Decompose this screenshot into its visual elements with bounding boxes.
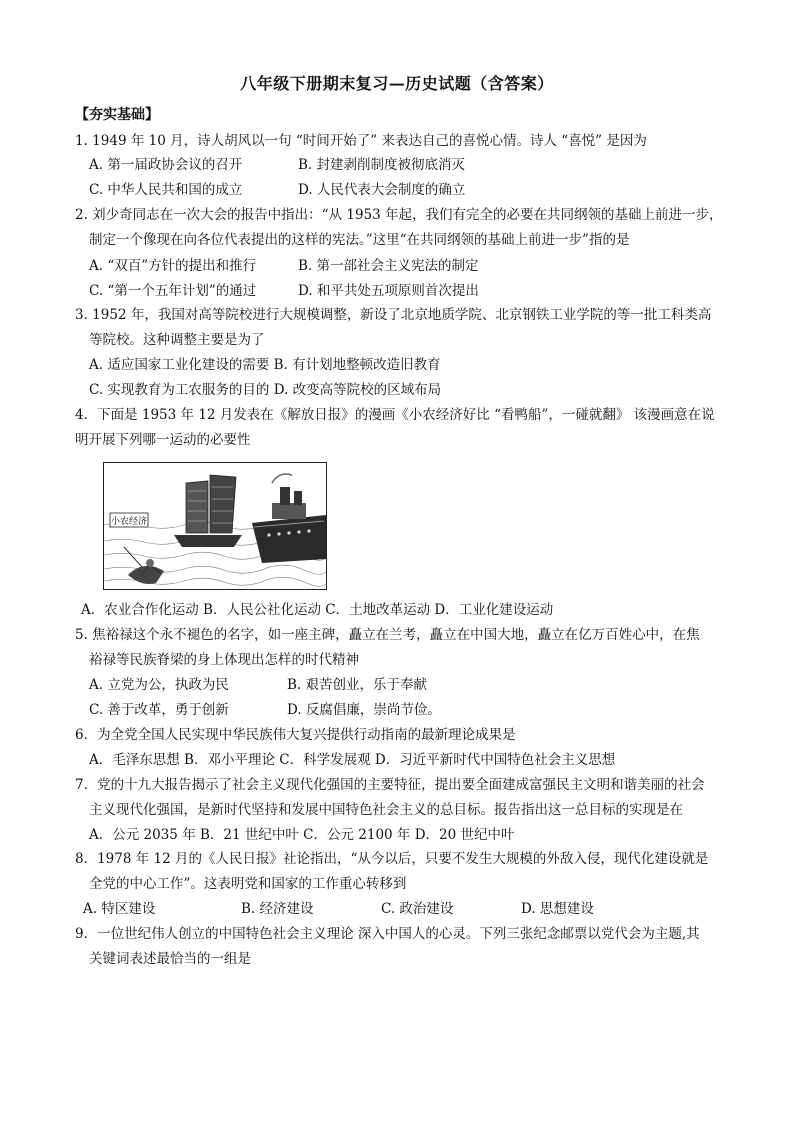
question-2-option-d: D. 和平共处五项原则首次提出 [298,283,479,299]
question-8-option-c: C. 政治建设 [381,901,454,917]
question-7-options: A．公元 2035 年 B．21 世纪中叶 C．公元 2100 年 D．20 世纪中叶 [89,827,515,843]
cartoon-image [103,462,327,590]
question-4-stem-line1: 4．下面是 1953 年 12 月发表在《解放日报》的漫画《小农经济好比 “看鸭船”，一碰就翻》 该漫画意在说 [75,407,715,423]
question-7-stem-line1: 7．党的十九大报告揭示了社会主义现代化强国的主要特征，提出要全面建成富强民主文明和谐美丽的社会 [75,777,705,793]
question-1-option-c: C. 中华人民共和国的成立 [89,182,243,198]
question-5-option-c: C. 善于改革，勇于创新 [89,702,229,718]
question-2-stem-line1: 2. 刘少奇同志在一次大会的报告中指出：“从 1953 年起，我们有完全的必要在共同纲领的基础上前进一步， [75,207,723,223]
question-5-option-d: D. 反腐倡廉，崇尚节俭。 [287,702,441,718]
question-3-stem-line1: 3. 1952 年，我国对高等院校进行大规模调整，新设了北京地质学院、北京钢铁工业学院的等一批工科类高 [75,307,712,323]
question-8-stem-line1: 8．1978 年 12 月的《人民日报》社论指出，“从今以后，只要不发生大规模的外敌入侵，现代化建设就是 [75,851,709,867]
question-3-options-ab: A. 适应国家工业化建设的需要 B. 有计划地整顿改造旧教育 [89,357,441,373]
question-1-option-d: D. 人民代表大会制度的确立 [298,182,466,198]
question-4-stem-line2: 明开展下列哪一运动的必要性 [75,432,251,448]
page-title: 八年级下册期末复习—历史试题（含答案） [240,74,554,93]
question-6-options: A．毛泽东思想 B．邓小平理论 C．科学发展观 D．习近平新时代中国特色社会主义思想 [89,752,616,768]
cartoon-label: 小农经济 [110,517,148,527]
question-7-stem-line2: 主义现代化强国，是新时代坚持和发展中国特色社会主义的总目标。报告指出这一总目标的实现是在 [89,802,683,818]
question-2-option-c: C. “第一个五年计划”的通过 [89,283,257,299]
question-4-options: A．农业合作化运动 B．人民公社化运动 C．土地改革运动 D．工业化建设运动 [81,602,554,618]
steamship-illustration [252,474,326,563]
question-6-stem: 6．为全党全国人民实现中华民族伟大复兴提供行动指南的最新理论成果是 [75,727,516,743]
junk-boat-illustration [174,475,242,547]
question-8-option-b: B. 经济建设 [241,901,314,917]
question-5-stem-line2: 裕禄等民族脊梁的身上体现出怎样的时代精神 [89,652,359,668]
question-2-option-b: B. 第一部社会主义宪法的制定 [298,258,479,274]
question-9-stem-line2: 关键词表述最恰当的一组是 [89,951,251,967]
question-1-option-a: A. 第一届政协会议的召开 [89,157,243,173]
question-2-stem-line2: 制定一个像现在向各位代表提出的这样的宪法。”这里“在共同纲领的基础上前进一步”指的是 [89,232,630,248]
cartoon-drawing [104,463,327,590]
question-5-option-a: A. 立党为公，执政为民 [89,677,229,693]
question-1-option-b: B. 封建剥削制度被彻底消灭 [298,157,466,173]
question-3-stem-line2: 等院校。这种调整主要是为了 [89,332,265,348]
question-2-option-a: A. “双百”方针的提出和推行 [89,258,257,274]
question-9-stem-line1: 9．一位世纪伟人创立的中国特色社会主义理论 深入中国人的心灵。下列三张纪念邮票以党代会为主题,其 [75,926,700,942]
question-8-option-a: A. 特区建设 [83,901,156,917]
question-8-stem-line2: 全党的中心工作”。这表明党和国家的工作重心转移到 [89,876,407,892]
question-1-stem: 1. 1949 年 10 月，诗人胡风以一句 “时间开始了” 来表达自己的喜悦心情。诗人 “喜悦” 是因为 [75,133,647,149]
section-heading: 【夯实基础】 [75,107,159,123]
small-boat-illustration [124,547,164,584]
question-5-stem-line1: 5. 焦裕禄这个永不褪色的名字，如一座主碑，矗立在兰考，矗立在中国大地，矗立在亿万百姓心中，在焦 [75,627,700,643]
question-5-option-b: B. 艰苦创业，乐于奉献 [287,677,428,693]
question-3-options-cd: C. 实现教育为工农服务的目的 D. 改变高等院校的区域布局 [89,382,442,398]
question-8-option-d: D. 思想建设 [521,901,594,917]
